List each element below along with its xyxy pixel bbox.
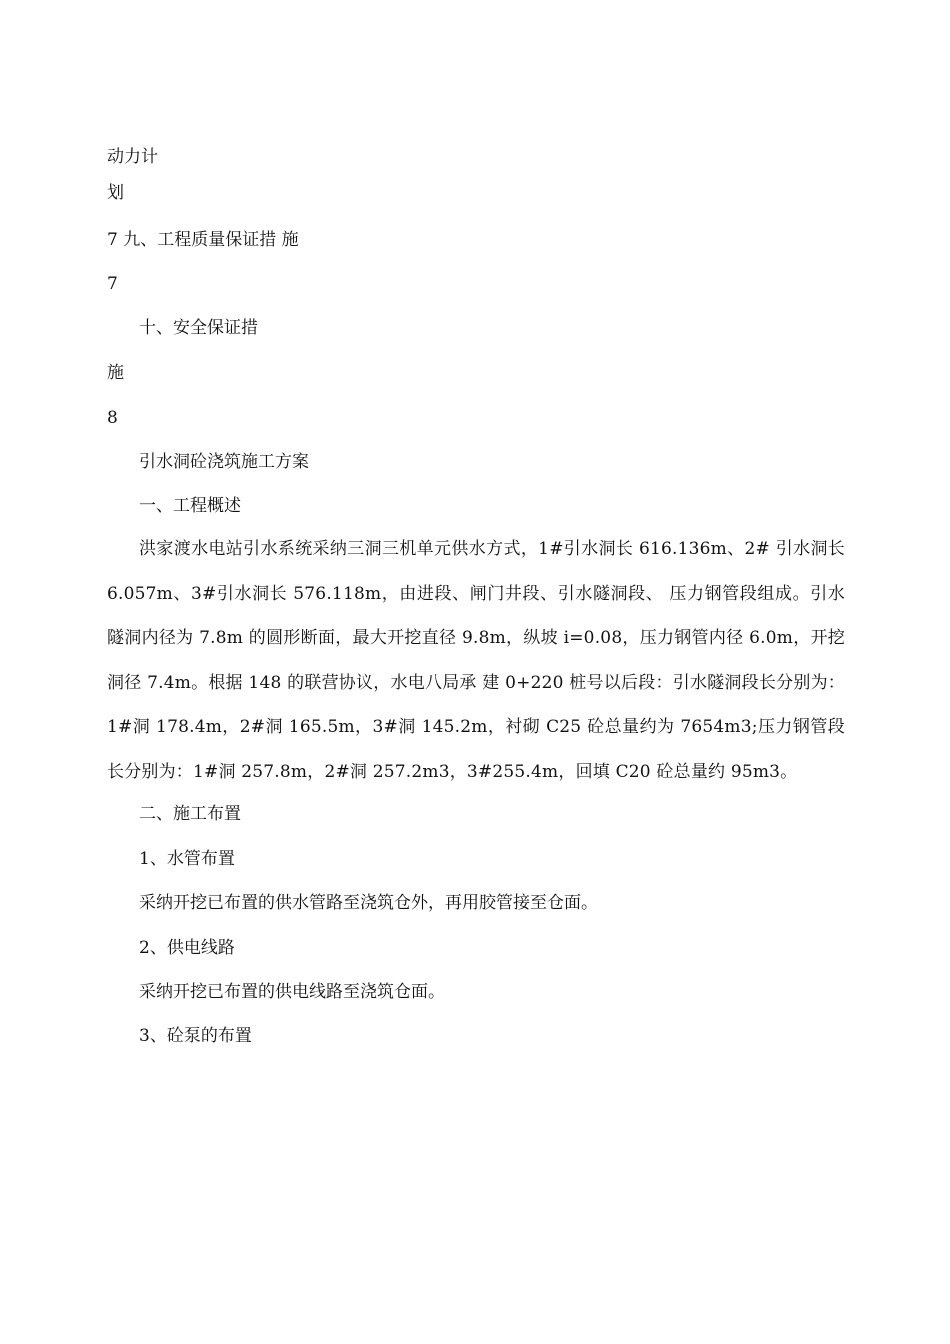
body-text: 采纳开挖已布置的供电线路至浇筑仓面。 xyxy=(139,982,445,1002)
document-title: 引水洞砼浇筑施工方案 xyxy=(139,452,309,472)
toc-line: 十、安全保证措 xyxy=(139,318,258,338)
toc-line: 划 xyxy=(107,183,124,203)
section-heading: 一、工程概述 xyxy=(139,496,241,516)
toc-page-number: 8 xyxy=(107,408,118,428)
toc-line: 7 九、工程质量保证措 施 xyxy=(107,230,299,250)
subsection-heading: 3、砼泵的布置 xyxy=(139,1026,252,1046)
subsection-heading: 2、供电线路 xyxy=(139,938,235,958)
section-heading: 二、施工布置 xyxy=(139,804,241,824)
overview-paragraph: 洪家渡水电站引水系统采纳三洞三机单元供水方式，1#引水洞长 616.136m、2# 引水洞长 6.057m、3#引水洞长 576.118m，由进段、闸门井段、引水隧洞段、 压力钢管段组成。引水隧洞内径为 7.8m 的圆形断面，最大开挖直径 9.8m，纵坡 i=0.08，压力钢管内径 6.0m，开挖洞径 7.4m。根据 148 的联营协议，水电八局承 建 0+220 桩号以后段：引水隧洞段长分别为：1#洞 178.4m，2#洞 165.5m，3#洞 145.2m，衬砌 C25 砼总量约为 7654m3;压力钢管段长分别为：1#洞 257.8m，2#洞 257.2m3，3#255.4m，回填 C20 砼总量约 95m3。 xyxy=(107,539,845,782)
toc-line: 动力计 xyxy=(107,147,158,167)
body-text: 采纳开挖已布置的供水管路至浇筑仓外，再用胶管接至仓面。 xyxy=(139,893,598,913)
toc-page-number: 7 xyxy=(107,274,118,294)
subsection-heading: 1、水管布置 xyxy=(139,849,235,869)
toc-line: 施 xyxy=(107,363,124,383)
